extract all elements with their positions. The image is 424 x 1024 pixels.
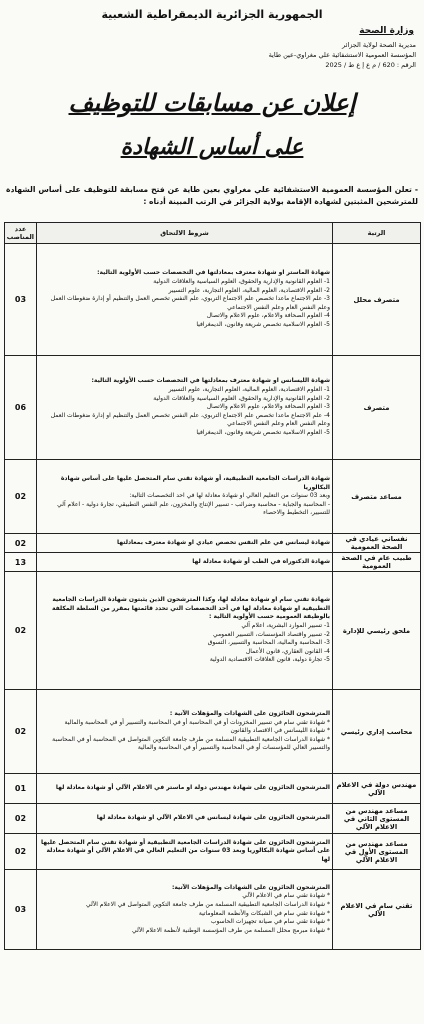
ministry-heading: وزارة الصحة <box>359 26 414 36</box>
conditions-cell <box>37 870 333 950</box>
condition-line: * شهادة الليسانس في الاقتصاد والقانون <box>230 727 330 735</box>
table-row <box>5 774 421 804</box>
conditions-cell <box>37 804 333 834</box>
conditions-cell <box>37 774 333 804</box>
positions-count-cell: 03 <box>5 870 37 950</box>
condition-line: 1- تسيير الموارد البشرية، اعلام آلي <box>241 621 330 629</box>
rank-cell: مهندس دولة في الاعلام الآلي <box>333 774 421 804</box>
table-header-row <box>5 223 421 244</box>
rank-cell: محاسب إداري رئيسي <box>333 690 421 774</box>
rank-cell: نفساني عيادي في الصحة العمومية <box>333 534 421 553</box>
positions-count-cell: 02 <box>5 804 37 834</box>
condition-line: * شهادة الدراسات الجامعية التطبيقية المسلمة من طرف جامعة التكوين المتواصل في الاعلام الآلي <box>85 900 330 908</box>
conditions-cell <box>37 244 333 356</box>
condition-line: 5- العلوم الاسلامية تخصص شريعة وقانون، الديمغرافيا <box>196 428 330 436</box>
condition-line: * شهادة مبرمج محلل المسلمة من طرف المؤسسة الوطنية لأنظمة الاعلام الآلي <box>132 926 330 934</box>
condition-line: * شهادة تقني سام في الاعلام الآلي <box>242 892 330 900</box>
header-conditions: شروط الالتحاق <box>37 223 333 244</box>
condition-line: شهادة الليسانس او شهادة معترف بمعادلتها في التخصصات حسب الأولوية التالية: <box>91 377 330 385</box>
table-row <box>5 553 421 572</box>
table-row <box>5 356 421 460</box>
directorate-line: مديرية الصحة لولاية الجزائر <box>342 41 416 49</box>
intro-paragraph: - تعلن المؤسسة العمومية الاستشفائية علي مغراوي بعين طاية عن فتح مسابقة للتوظيف على أساس الشهادة للمترشحين المثبتين لشهادة الإقامة بولاية الجزائر في الرتب المبينة أدناه : <box>6 185 418 206</box>
condition-line: المترشحون الحائزون على شهادة ليسانس في الاعلام الآلي او شهادة معادلة لها <box>96 814 330 822</box>
condition-line: 3- علم الاجتماع ماعدا تخصص علم الاجتماع التربوي، علم النفس تخصص العمل والتنظيم أو إدارة ضغوطات العمل وعلم النفس العام وعلم النفس الاجتماعي <box>50 295 330 311</box>
rank-cell: متصرف محلل <box>333 244 421 356</box>
condition-line: * شهادة الدراسات الجامعية التطبيقية المسلمة من طرف جامعة التكوين المتواصل في المحاسبة أو في المحاسبة والتسيير العالي للمؤسسات أو في المحاسبة والتسيير أو في المحاسبة والمالية <box>52 735 330 752</box>
rank-cell: ملحق رئيسي للإدارة <box>333 572 421 690</box>
conditions-cell <box>37 534 333 553</box>
condition-line: شهادة تقني سام او شهادة معادلة لها، وكذا المترشحون الذين يثبتون شهادة الدراسات الجامعية التطبيقية او شهادة معادلة لها في أحد التخصصات التي تحدد قائمتها بمقرر من السلطة المكلفة بالوظيفة العمومية حسب الأولوية التالية : <box>51 596 330 621</box>
condition-line: 3- العلوم الصحافة والاعلام، علوم الاعلام والاتصال <box>206 403 330 411</box>
condition-line: 5- تجارة دولية، قانون العلاقات الاقتصادية الدولية <box>209 656 330 664</box>
header-count: عدد المناصب <box>5 223 37 244</box>
condition-line: المترشحون الحائزون على الشهادات والمؤهلات الآتية : <box>169 710 330 718</box>
condition-line: شهادة الدراسات الجامعية التطبيقية، أو شهادة تقني سام المتحصل عليها على أساس شهادة البكالوريا <box>60 475 330 491</box>
positions-count-cell: 02 <box>5 834 37 870</box>
announcement-title: إعلان عن مسابقات للتوظيف <box>68 88 356 117</box>
condition-line: * شهادة تقني سام في الشبكات والأنظمة المعلوماتية <box>198 909 330 917</box>
conditions-cell <box>37 690 333 774</box>
conditions-cell <box>37 356 333 460</box>
table-row <box>5 690 421 774</box>
table-row <box>5 244 421 356</box>
condition-line: 2- تسيير واقتصاد المؤسسات، التسيير العمومي <box>212 630 330 638</box>
condition-line: وبعد 03 سنوات من التعليم العالي او شهادة معادلة لها في احد التخصصات التالية: <box>129 492 330 500</box>
positions-count-cell: 06 <box>5 356 37 460</box>
rank-cell: متصرف <box>333 356 421 460</box>
positions-table <box>4 222 421 950</box>
condition-line: - المحاسبة والجباية - محاسبة وضرائب - تسيير الإنتاج والمخزون، علم النفس التطبيقي، تجارة دولية - اعلام آلي للتسيير، التخطيط والاحصاء <box>57 500 330 517</box>
condition-line: 2- العلوم القانونية والإدارية والحقوق، العلوم السياسية والعلاقات الدولية <box>153 394 330 402</box>
conditions-cell <box>37 460 333 534</box>
condition-line: المترشحون الحائزون على شهادة الدراسات الجامعية التطبيقية أو شهادة تقني سام المتحصل عليها على أساس شهادة البكالوريا وبعد 03 سنوات من التعليم العالي في الاعلام الآلي أو شهادة معادلة لها <box>41 838 330 863</box>
positions-count-cell: 02 <box>5 460 37 534</box>
conditions-cell <box>37 572 333 690</box>
positions-count-cell: 02 <box>5 534 37 553</box>
announcement-subtitle: على أساس الشهادة <box>120 134 304 160</box>
condition-line: 1- العلوم القانونية والإدارية والحقوق، العلوم السياسية والعلاقات الدولية <box>153 278 330 286</box>
rank-cell: طبيب عام في الصحة العمومية <box>333 553 421 572</box>
table-row <box>5 572 421 690</box>
condition-line: 2- العلوم الاقتصادية، العلوم المالية، العلوم التجارية، علوم التسيير <box>168 286 330 294</box>
conditions-cell <box>37 553 333 572</box>
condition-line: شهادة الدكتوراه في الطب أو شهادة معادلة لها <box>192 557 330 565</box>
positions-count-cell: 01 <box>5 774 37 804</box>
positions-count-cell: 02 <box>5 572 37 690</box>
condition-line: * شهادة تقني سام في صيانة تجهيزات الحاسوب <box>210 918 330 926</box>
conditions-cell <box>37 834 333 870</box>
rank-cell: مساعد مهندس من المستوى الأول في الاعلام الآلي <box>333 834 421 870</box>
condition-line: 1- العلوم الاقتصادية، العلوم المالية، العلوم التجارية، علوم التسيير <box>168 386 330 394</box>
header-rank: الرتبة <box>333 223 421 244</box>
republic-heading: الجمهورية الجزائرية الديمقراطية الشعبية <box>101 8 323 21</box>
table-row <box>5 804 421 834</box>
rank-cell: مساعد متصرف <box>333 460 421 534</box>
condition-line: 3- المحاسبة والمالية، المحاسبة والتسيير، التسوق <box>207 639 330 647</box>
condition-line: 4- علم الاجتماع ماعدا تخصص علم الاجتماع التربوي، علم النفس تخصص العمل والتنظيم او إدارة ضغوطات العمل وعلم النفس العام وعلم النفس الاجتماعي <box>50 411 330 428</box>
table-body <box>5 244 421 950</box>
table-row <box>5 834 421 870</box>
table-row <box>5 870 421 950</box>
rank-cell: تقني سام في الاعلام الآلي <box>333 870 421 950</box>
condition-line: 4- العلوم الصحافة والاعلام، علوم الاعلام والاتصال <box>206 312 330 320</box>
condition-line: شهادة الماستر او شهادة معترف بمعادلتها في التخصصات حسب الأولوية التالية: <box>97 269 330 277</box>
condition-line: 5- العلوم الاسلامية تخصص شريعة وقانون، الديمغرافيا <box>196 320 330 328</box>
rank-cell: مساعد مهندس من المستوى الثاني في الاعلام الآلي <box>333 804 421 834</box>
institution-line: المؤسسة العمومية الاستشفائية علي مغراوي-عين طاية <box>268 51 416 59</box>
table-row <box>5 534 421 553</box>
positions-count-cell: 02 <box>5 690 37 774</box>
positions-count-cell: 13 <box>5 553 37 572</box>
reference-number: الرقم : 620 / م ع إ ع ط / 2025 <box>325 61 416 69</box>
condition-line: المترشحون الحائزون على الشهادات والمؤهلات الآتية: <box>171 883 330 891</box>
condition-line: 4- القانون العقاري، قانون الأعمال <box>245 647 330 655</box>
letterhead <box>186 40 416 70</box>
condition-line: شهادة ليسانس في علم النفس تخصص عيادي او شهادة معترف بمعادلتها <box>117 538 330 546</box>
positions-count-cell: 03 <box>5 244 37 356</box>
table-row <box>5 460 421 534</box>
condition-line: المترشحون الحائزون على شهادة مهندس دولة او ماستر في الاعلام الآلي أو شهادة معادلة لها <box>55 784 330 792</box>
condition-line: * شهادة تقني سام في تسيير المخزونات أو في المحاسبة أو في المحاسبة والتسيير أو في المحاسبة والمالية <box>64 718 330 726</box>
